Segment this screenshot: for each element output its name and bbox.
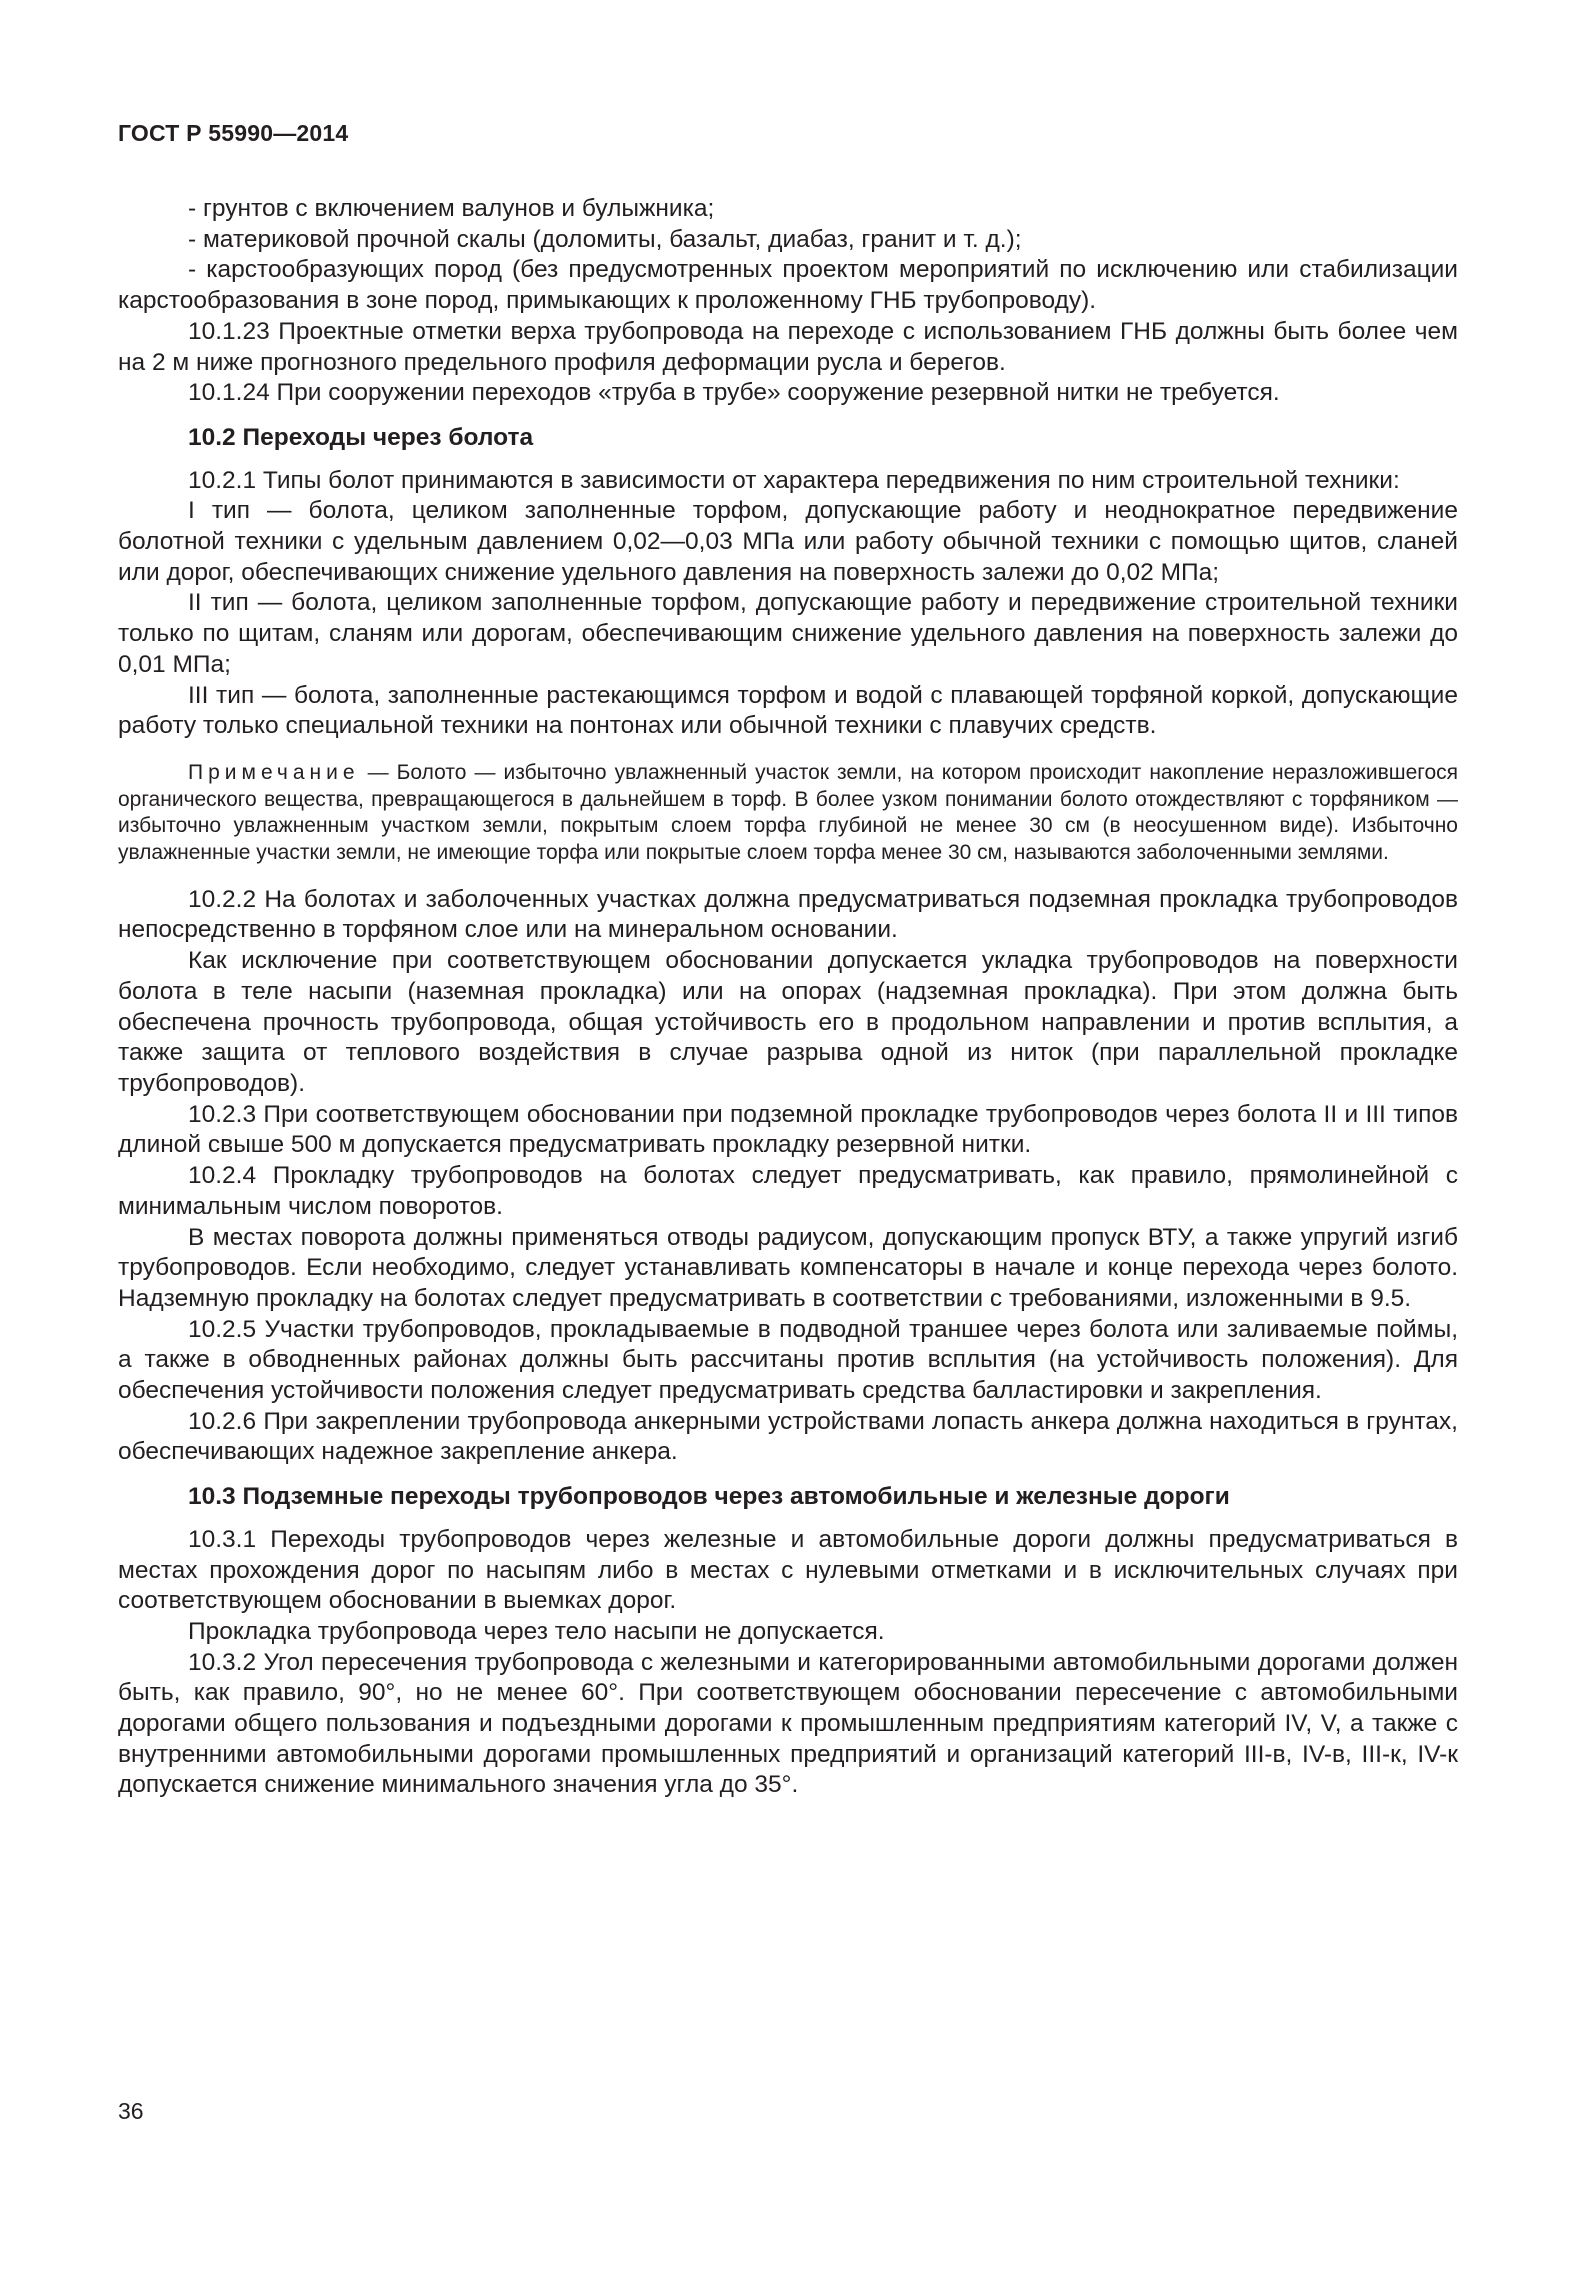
swamp-type-1: I тип — болота, целиком заполненные торфом, допускающие работу и неоднократное передвижение болотной техники с удельным давлением 0,02—0,03 МПа или работу обычной техники с помощью щитов, сланей или дорог, обеспечивающих снижение удельного давления на поверхность залежи до 0,02 МПа; — [118, 497, 1458, 586]
list-item: - материковой прочной скалы (доломиты, базальт, диабаз, гранит и т. д.); — [188, 225, 1022, 253]
page-number: 36 — [118, 2098, 144, 2124]
paragraph-10-2-5: 10.2.5 Участки трубопроводов, прокладываемые в подводной траншее через болота или заливаемые поймы, а также в обводненных районах должны быть рассчитаны против всплытия (на устойчивость положения). Для обеспечения устойчивости положения следует предусматривать средства балластировки и закрепления. — [118, 1315, 1458, 1405]
note-label: Примечание — [188, 760, 360, 784]
paragraph-10-2-4: 10.2.4 Прокладку трубопроводов на болотах следует предусматривать, как правило, прямолинейной с минимальным числом поворотов. — [118, 1162, 1458, 1220]
paragraph-10-2-3: 10.2.3 При соответствующем обосновании при подземной прокладке трубопроводов через болота II и III типов длиной свыше 500 м допускается предусматривать прокладку резервной нитки. — [118, 1100, 1458, 1159]
paragraph-10-1-24: 10.1.24 При сооружении переходов «труба в трубе» сооружение резервной нитки не требуется. — [188, 379, 1280, 407]
paragraph-10-2-1: 10.2.1 Типы болот принимаются в зависимости от характера передвижения по ним строительной техники: — [188, 466, 1400, 494]
paragraph-10-3-1: 10.3.1 Переходы трубопроводов через железные и автомобильные дороги должны предусматриваться в местах прохождения дорог по насыпям либо в местах с нулевыми отметками и в исключительных случаях при соответствующем обосновании в выемках дорог. — [118, 1525, 1458, 1615]
document-body — [118, 194, 1458, 1801]
paragraph-10-2-2: 10.2.2 На болотах и заболоченных участках должна предусматриваться подземная прокладка трубопроводов непосредственно в торфяном слое или на минеральном основании. — [118, 885, 1458, 944]
paragraph-10-3-2: 10.3.2 Угол пересечения трубопровода с железными и категорированными автомобильными дорогами должен быть, как правило, 90°, но не менее 60°. При соответствующем обосновании пересечение с автомобильными дорогами общего пользования и подъездными дорогами к промышленным предприятиям категорий IV, V, а также с внутренними автомобильными дорогами промышленных предприятий и организаций категорий III-в, IV-в, III-к, IV-к допускается снижение минимального значения угла до 35°. — [118, 1648, 1458, 1799]
list-item: - карстообразующих пород (без предусмотренных проектом мероприятий по исключению или стабилизации карстообразования в зоне пород, примыкающих к проложенному ГНБ трубопроводу). — [118, 256, 1458, 315]
note-block — [118, 760, 1458, 867]
paragraph-10-2-6: 10.2.6 При закреплении трубопровода анкерными устройствами лопасть анкера должна находиться в грунтах, обеспечивающих надежное закрепление анкера. — [118, 1407, 1458, 1466]
swamp-type-3: III тип — болота, заполненные растекающимся торфом и водой с плавающей торфяной коркой, допускающие работу только специальной техники на понтонах или обычной техники с плавучих средств. — [118, 681, 1458, 740]
document-header: ГОСТ Р 55990—2014 — [118, 120, 349, 146]
section-heading-10-2: 10.2 Переходы через болота — [188, 423, 534, 451]
note-text: — Болото — избыточно увлажненный участок земли, на котором происходит накопление неразложившегося органического вещества, превращающегося в дальнейшем в торф. В более узком понимании болото отождествляют с торфяником — избыточно увлажненным участком земли, покрытым слоем торфа глубиной не менее 30 см (в неосушенном виде). Избыточно увлажненные участки земли, не имеющие торфа или покрытые слоем торфа менее 30 см, называются заболоченными землями. — [118, 760, 1458, 865]
paragraph: Прокладка трубопровода через тело насыпи не допускается. — [188, 1617, 885, 1645]
section-heading-10-3: 10.3 Подземные переходы трубопроводов через автомобильные и железные дороги — [188, 1483, 1230, 1511]
list-item: - грунтов с включением валунов и булыжника; — [188, 195, 715, 222]
paragraph-10-1-23: 10.1.23 Проектные отметки верха трубопровода на переходе с использованием ГНБ должны быть более чем на 2 м ниже прогнозного предельного профиля деформации русла и берегов. — [118, 317, 1458, 376]
paragraph: В местах поворота должны применяться отводы радиусом, допускающим пропуск ВТУ, а также упругий изгиб трубопроводов. Если необходимо, следует устанавливать компенсаторы в начале и конце перехода через болото. Надземную прокладку на болотах следует предусматривать в соответствии с требованиями, изложенными в 9.5. — [118, 1223, 1458, 1312]
swamp-type-2: II тип — болота, целиком заполненные торфом, допускающие работу и передвижение строительной техники только по щитам, сланям или дорогам, обеспечивающим снижение удельного давления на поверхность залежи до 0,01 МПа; — [118, 589, 1458, 678]
paragraph: Как исключение при соответствующем обосновании допускается укладка трубопроводов на поверхности болота в теле насыпи (наземная прокладка) или на опорах (надземная прокладка). При этом должна быть обеспечена прочность трубопровода, общая устойчивость его в продольном направлении и против всплытия, а также защита от теплового воздействия в случае разрыва одной из ниток (при параллельной прокладке трубопроводов). — [118, 947, 1458, 1097]
